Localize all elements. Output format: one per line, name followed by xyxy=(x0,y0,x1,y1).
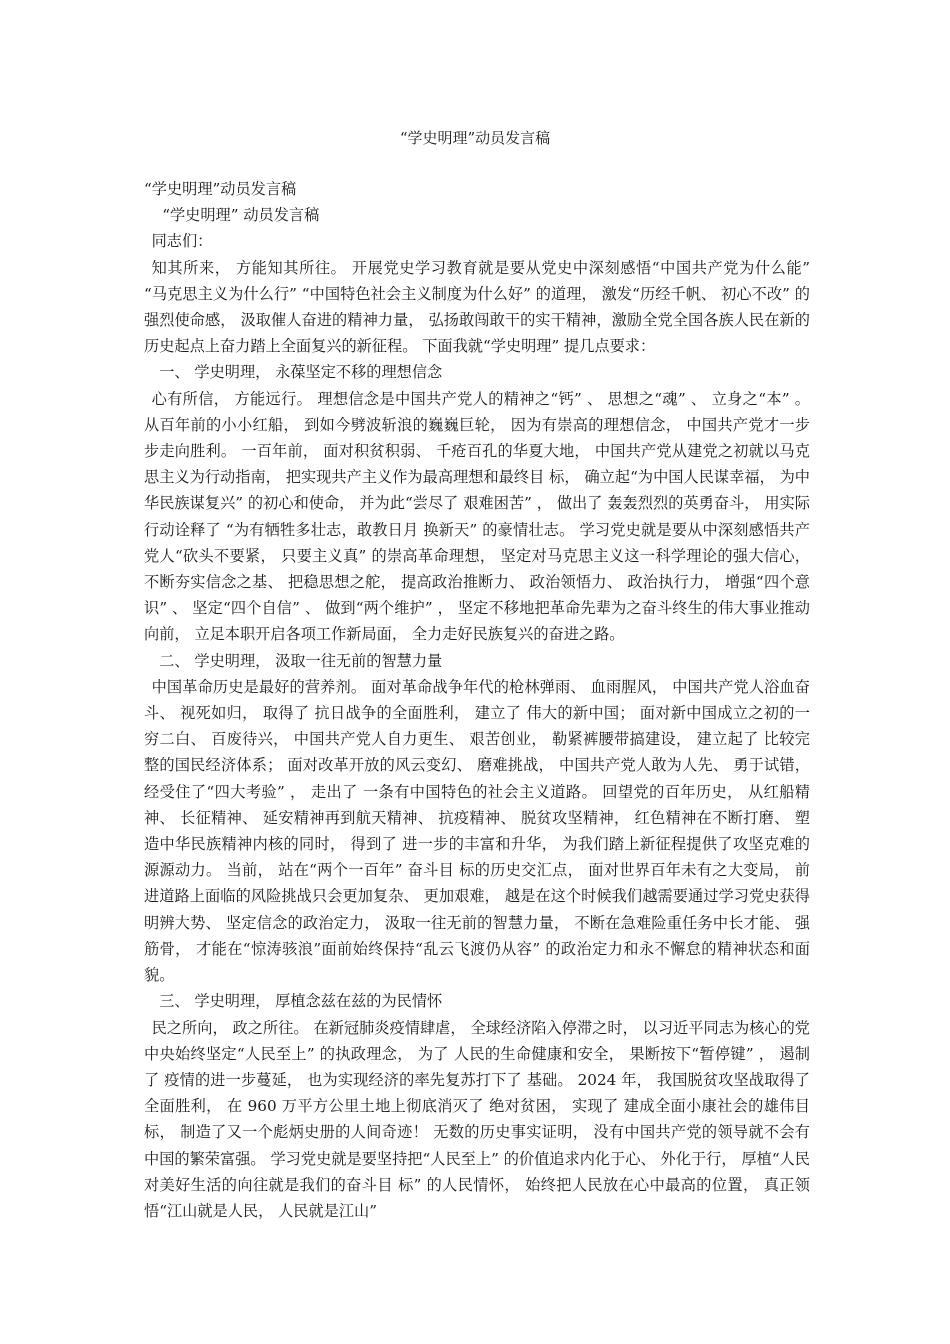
section-heading-1: 一、 学史明理， 永葆坚定不移的理想信念 xyxy=(159,363,443,382)
document-title: “学史明理”动员发言稿 xyxy=(399,129,551,147)
salutation: 同志们： xyxy=(151,232,213,251)
section-body-1: 心有所信， 方能远行。 理想信念是中国共产党人的精神之“钙” 、 思想之“魂” 、 立身之“本” 。 从百年前的小小红船， 到如今劈波斩浪的巍巍巨轮， 因为有崇高的理想信念， 中国共产党才一步步走向胜利。 一百年前， 面对积贫积弱、 千疮百孔的华夏大地， 中国共产党从建党之初就以马克思主义为行动指南， 把实现共产主义作为最高理想和最终目 标， 确立起“为中国人民谋幸福， 为中华民族谋复兴” 的初心和使命， 并为此“尝尽了 艰难困苦” ， 做出了 轰轰烈烈的英勇奋斗， 用实际行动诠释了 “为有牺牲多壮志，敢教日月 换新天” 的豪情壮志。 学习党史就是要从中深刻感悟共产党人“砍头不要紧， 只要主义真” 的崇高革命理想， 坚定对马克思主义这一科学理论的强大信心， 不断夯实信念之基、 把稳思想之舵， 提高政治推断力、 政治领悟力、 政治执行力， 增强“四个意识” 、 坚定“四个自信” 、 做到“两个维护” ， 坚定不移地把革命先辈为之奋斗终生的伟大事业推动向前， 立足本职开启各项工作新局面， 全力走好民族复兴的奋进之路。 xyxy=(144,389,810,644)
section-heading-3: 三、 学史明理， 厚植念兹在兹的为民情怀 xyxy=(159,992,443,1011)
subtitle-line-1: “学史明理”动员发言稿 xyxy=(144,180,297,198)
section-body-2: 中国革命历史是最好的营养剂。 面对革命战争年代的枪林弹雨、 血雨腥风， 中国共产党人浴血奋斗、 视死如归， 取得了 抗日战争的全面胜利， 建立了 伟大的新中国； 面对新中国成立之初的一穷二白、 百废待兴， 中国共产党人自力更生、 艰苦创业， 勒紧裤腰带搞建设， 建立起了 比较完整的国民经济体系； 面对改革开放的风云变幻、 磨难挑战， 中国共产党人敢为人先、 勇于试错， 经受住了“四大考验” ， 走出了 一条有中国特色的社会主义道路。 回望党的百年历史， 从红船精神、 长征精神、 延安精神再到航天精神、 抗疫精神、 脱贫攻坚精神， 红色精神在不断打磨、 塑造中华民族精神内核的同时， 得到了 进一步的丰富和升华， 为我们踏上新征程提供了攻坚克难的源源动力。 当前， 站在“两个一百年” 奋斗目 标的历史交汇点， 面对世界百年未有之大变局， 前进道路上面临的风险挑战只会更加复杂、 更加艰难， 越是在这个时候我们越需要通过学习党史获得明辨大势、 坚定信念的政治定力， 汲取一往无前的智慧力量， 不断在急难险重任务中长才能、 强筋骨， 才能在“惊涛骇浪”面前始终保持“乱云飞渡仍从容” 的政治定力和永不懈怠的精神状态和面貌。 xyxy=(144,677,810,985)
section-heading-2: 二、 学史明理， 汲取一往无前的智慧力量 xyxy=(159,651,443,670)
intro-paragraph: 知其所来， 方能知其所往。 开展党史学习教育就是要从党史中深刻感悟“中国共产党为什么能” “马克思主义为什么行” “中国特色社会主义制度为什么好” 的道理， 激发“历经千帆、 初心不改” 的强烈使命感， 汲取催人奋进的精神力量， 弘扬敢闯敢干的实干精神，激励全党全国各族人民在新的历史起点上奋力踏上全面复兴的新征程。 下面我就“学史明理” 提几点要求： xyxy=(144,258,810,356)
section-body-3: 民之所向， 政之所往。 在新冠肺炎疫情肆虐， 全球经济陷入停滞之时， 以习近平同志为核心的党中央始终坚定“人民至上” 的执政理念， 为了 人民的生命健康和安全， 果断按下“暂停键” ， 遏制了 疫情的进一步蔓延， 也为实现经济的率先复苏打下了 基础。 2024 年， 我国脱贫攻坚战取得了 全面胜利， 在 960 万平方公里土地上彻底消灭了 绝对贫困， 实现了 建成全面小康社会的雄伟目 标， 制造了又一个彪炳史册的人间奇迹！ 无数的历史事实证明， 没有中国共产党的领导就不会有中国的繁荣富强。 学习党史就是要坚持把“人民至上” 的价值追求内化于心、 外化于行， 厚植“人民对美好生活的向往就是我们的奋斗目 标” 的人民情怀， 始终把人民放在心中最高的位置， 真正领悟“江山就是人民， 人民就是江山” xyxy=(144,1018,810,1220)
document-body xyxy=(144,176,810,1224)
subtitle-line-2: “学史明理” 动员发言稿 xyxy=(162,206,320,225)
